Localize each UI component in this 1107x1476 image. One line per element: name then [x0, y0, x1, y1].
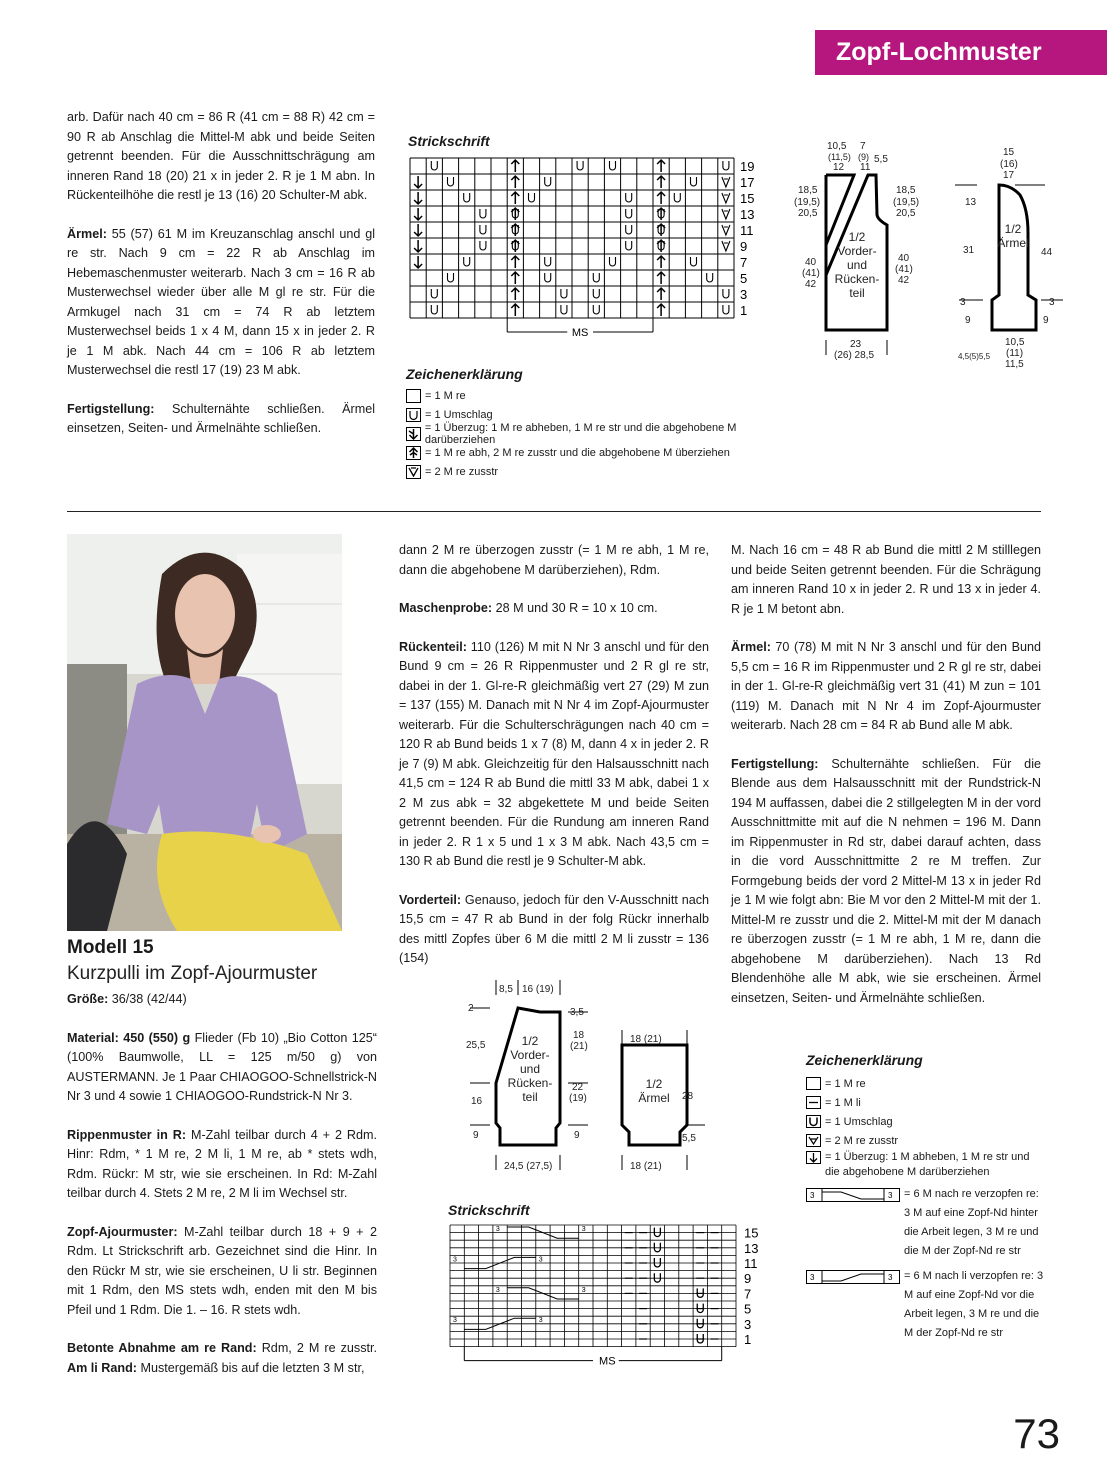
k2tog-icon [406, 465, 421, 479]
yarn-over-mark [593, 305, 599, 314]
yarn-over-mark [654, 1258, 660, 1267]
svg-text:3: 3 [888, 1191, 893, 1200]
yarn-over-mark [610, 257, 616, 266]
yarn-over-mark [529, 193, 535, 202]
yarn-over-mark [561, 289, 567, 298]
double-decrease-mark [657, 256, 665, 268]
sleeve-label: 1/2 [645, 1077, 663, 1091]
ssk-mark [414, 208, 422, 220]
model-title: Modell 15 [67, 937, 154, 958]
yarn-over-mark [431, 161, 437, 170]
cable-count: 3 [495, 1226, 500, 1233]
row-number: 5 [740, 271, 748, 286]
row-number: 9 [744, 1271, 752, 1287]
yarn-over-mark [626, 225, 632, 234]
dim-text: 25,5 [466, 1040, 486, 1051]
dim-text: (11) [1006, 348, 1024, 359]
legend2-item: = 1 M li [806, 1093, 1046, 1112]
dim-text: 18,5 [896, 185, 916, 196]
dim-text: 42 [898, 275, 910, 286]
yarn-over-icon [806, 1115, 821, 1128]
k2tog-mark [722, 241, 730, 251]
dim-text: 18,5 [798, 185, 818, 196]
body-label: Vorder- [837, 244, 877, 258]
paragraph-gauge: Maschenprobe: 28 M und 30 R = 10 x 10 cm. [399, 601, 658, 615]
paragraph-pattern: Zopf-Ajourmuster: M-Zahl teilbar durch 18 + 9 + 2 Rdm. Lt Strickschrift arb. Gezeichnet sind die Hinr. In den Rückr M str, wie sie erscheinen, U li str. Beginnen mit 1 Rdm, den MS stets wdh, enden mit den M bis Pfeil und 1 Rdm. Die 1. – 16. R stets wdh. [67, 1224, 377, 1317]
row-number: 1 [740, 303, 748, 318]
dim-text: 20,5 [798, 208, 818, 219]
knit-stitch-icon [406, 389, 421, 403]
body-label: 1/2 [848, 230, 866, 244]
dim-text: (41) [802, 268, 820, 279]
dim-text: 13 [965, 197, 977, 208]
dim-text: 4,5(5)5,5 [958, 352, 991, 361]
legend1-title: Zeichenerklärung [406, 366, 523, 382]
cable-count: 3 [453, 1317, 457, 1325]
yarn-over-mark [626, 193, 632, 202]
column-1 [67, 990, 377, 1378]
top-left-text [67, 108, 375, 458]
ssk-mark [414, 224, 422, 236]
svg-text:3: 3 [810, 1191, 815, 1200]
yarn-over-mark [480, 209, 486, 218]
yarn-over-mark [480, 241, 486, 250]
body-label: und [519, 1062, 541, 1076]
dim-text: 42 [805, 279, 817, 290]
sleeve-label: Ärmel [997, 236, 1029, 250]
cable-count: 3 [581, 1226, 586, 1233]
section-divider [67, 511, 1041, 512]
dim-text: 7 [860, 141, 866, 152]
body-label: 1/2 [521, 1034, 539, 1048]
yarn-over-mark [723, 289, 729, 298]
yarn-over-mark [674, 193, 680, 202]
k2tog-mark [722, 209, 730, 219]
double-decrease-mark [657, 192, 665, 204]
dim-text: 16 [471, 1096, 483, 1107]
dim-text: (21) [570, 1041, 588, 1052]
yarn-over-mark [545, 177, 551, 186]
dim-text: 3 [960, 297, 966, 308]
column-3 [731, 541, 1041, 1027]
legend1-item: = 1 Überzug: 1 M re abheben, 1 M re str und die abgehobene M darüberziehen [406, 424, 806, 443]
paragraph-finishing: Fertigstellung: Schulternähte schließen. Für die Blende aus dem Halsausschnitt mit der Rundstrick-N 194 M auffassen, dabei die 2 stillgelegten M in der vord Ausschnittmitte mit auf die N nehmen = 196 M. Dann im Rippenmuster in Rd str, dabei darauf achten, dass in die vord Ausschnittmitte 2 re M treffen. Zur Formgebung beids der vord 2 Mittel-M 13 x in jeder Rd je 1 M wie folgt abn: Bie M vor den 2 Mittel-M mit der 1. Mittel-M re zusstr und die 2. Mittel-M mit der M danach re überzogen zusstr (= 1 M re abh, 1 M re, dann die abgehobene M darüberziehen). Nach 13 Rd Blendenhöhe alle M abk, wie sie erscheinen. Ärmel einsetzen, Seiten- und Ärmelnähte schließen. [731, 756, 1041, 1005]
row-number: 17 [740, 175, 755, 190]
dim-text: 10,5 [1005, 337, 1025, 348]
schema-2 [460, 975, 710, 1175]
ms-label: MS [571, 327, 589, 339]
double-decrease-mark [657, 304, 665, 316]
yarn-over-mark [723, 161, 729, 170]
legend1-item: = 1 M re [406, 386, 806, 405]
dim-text: 40 [898, 253, 910, 264]
chart1-title: Strickschrift [408, 133, 490, 149]
section-header: Zopf-Lochmuster [815, 30, 1107, 75]
page-number: 73 [1013, 1410, 1060, 1457]
cable-count: 3 [581, 1286, 586, 1294]
yarn-over-mark [464, 193, 470, 202]
model-photo [67, 534, 342, 931]
yarn-over-mark [480, 225, 486, 234]
dim-text: 11 [860, 162, 871, 173]
ssk-mark [414, 256, 422, 268]
row-number: 7 [744, 1286, 752, 1302]
paragraph-sleeve: Ärmel: 55 (57) 61 M im Kreuzanschlag anschl und gl re str. Nach 9 cm = 22 R ab Anschlag im Hebemaschenmuster weiterarb. Nach 3 cm = 16 R ab Musterwechsel wieder über alle M gl re str. Für die Armkugel nach 31 cm = 74 R ab letztem Musterwechsel beids 1 x 4 M, dann 15 x in jeder 2. R je 1 M abk. Nach 44 cm = 106 R ab letztem Musterwechsel die restl 17 (19) 23 M abk. [67, 226, 375, 377]
yarn-over-mark [610, 161, 616, 170]
dim-text: (19,5) [794, 197, 821, 208]
k2tog-mark [722, 177, 730, 187]
dim-text: 9 [473, 1130, 479, 1141]
body-label: Rücken- [507, 1076, 553, 1090]
knitting-chart-2 [445, 1222, 775, 1377]
double-decrease-mark [511, 256, 519, 268]
row-number: 15 [740, 191, 755, 206]
dim-text: (19,5) [893, 197, 920, 208]
double-decrease-mark [511, 304, 519, 316]
dim-text: 18 [573, 1030, 585, 1041]
sleeve-label: Ärmel [638, 1091, 670, 1105]
double-decrease-mark [657, 160, 665, 172]
double-decrease-mark [511, 192, 519, 204]
svg-text:3: 3 [810, 1273, 815, 1282]
yarn-over-mark [593, 273, 599, 282]
paragraph-sleeve: Ärmel: 70 (78) M mit N Nr 3 anschl und für den Bund 5,5 cm = 16 R im Rippenmuster und 2 R gl re str, dabei in der 1. Gl-re-R gleichmäßig vert 31 (41) M zun = 101 (119) M. Danach mit N Nr 4 im Zopf-Ajourmuster weiterarb. Nach 28 cm = 84 R ab Bund alle M abk. [731, 640, 1041, 732]
dim-text: 5,5 [682, 1133, 696, 1144]
legend1-item: = 2 M re zusstr [406, 462, 806, 481]
yarn-over-mark [707, 273, 713, 282]
yarn-over-icon [406, 408, 421, 422]
chart2-title: Strickschrift [448, 1202, 530, 1218]
paragraph-material: Material: 450 (550) g Flieder (Fb 10) „Bio Cotton 125“ (100% Baumwolle, LL = 125 m/50 g) von AUSTERMANN. Je 1 Paar CHIAOGOO-Schnellstrick-N Nr 3 und 4 sowie 1 CHIAOGOO-Rundstrick-N Nr 3. [67, 1030, 378, 1103]
dim-text: (16) [1000, 159, 1018, 170]
row-number: 13 [744, 1240, 759, 1256]
yarn-over-mark [626, 241, 632, 250]
yarn-over-mark [545, 273, 551, 282]
dim-text: (26) 28,5 [834, 350, 875, 361]
sleeve-outline [992, 185, 1036, 330]
yarn-over-mark [691, 257, 697, 266]
row-number: 7 [740, 255, 748, 270]
sleeve-label: 1/2 [1004, 222, 1022, 236]
cable-right-icon [806, 1188, 900, 1202]
paragraph-rib: Rippenmuster in R: M-Zahl teilbar durch 4 + 2 Rdm. Hinr: Rdm, * 1 M re, 2 M li, 1 M re, ab * stets wdh, Rdm. Rückr: M str, wie sie erscheinen. In Rd: M-Zahl teilbar durch 4. Stets 2 M re, 2 M li im Wechsel str. [67, 1127, 378, 1200]
yarn-over-mark [448, 273, 454, 282]
dim-text: 22 [572, 1082, 584, 1093]
legend2-cable-right: 3 3 = 6 M nach re verzopfen re: 3 M auf eine Zopf-Nd hinter die Arbeit legen, 3 M re und die M der Zopf-Nd re str [806, 1185, 1046, 1261]
k2tog-mark [722, 225, 730, 235]
ssk-mark [414, 176, 422, 188]
yarn-over-mark [691, 177, 697, 186]
dim-text: 9 [1043, 315, 1049, 326]
double-decrease-mark [511, 288, 519, 300]
dim-text: (41) [895, 264, 913, 275]
ssk-icon [806, 1151, 821, 1164]
dim-text: 3,5 [570, 1007, 584, 1018]
yarn-over-mark [545, 257, 551, 266]
yarn-over-mark [431, 305, 437, 314]
yarn-over-mark [464, 257, 470, 266]
yarn-over-mark [654, 1228, 660, 1237]
dim-text: 24,5 (27,5) [504, 1161, 553, 1172]
legend2-item: = 1 Umschlag [806, 1112, 1046, 1131]
row-number: 5 [744, 1301, 752, 1317]
paragraph-front: Vorderteil: Genauso, jedoch für den V-Ausschnitt nach 15,5 cm = 47 R ab Bund in der folg Rückr innerhalb des mittl Zopfes über 6 M die mittl 2 M li zusstr = 136 (154) [399, 892, 709, 965]
dim-text: 12 [833, 162, 845, 173]
ssk-mark [414, 192, 422, 204]
k2tog-mark [722, 193, 730, 203]
double-decrease-mark [511, 272, 519, 284]
paragraph-size: Größe: 36/38 (42/44) [67, 992, 187, 1006]
paragraph-continue: dann 2 M re überzogen zusstr (= 1 M re abh, 1 M re, dann die abgehobene M darüberziehen), Rdm. [399, 543, 709, 577]
legend2-cable-left: 3 3 = 6 M nach li verzopfen re: 3 M auf eine Zopf-Nd vor die Arbeit legen, 3 M re und die M der Zopf-Nd re str [806, 1267, 1046, 1343]
row-number: 1 [744, 1332, 752, 1347]
double-decrease-mark [657, 288, 665, 300]
k2tog-icon [806, 1134, 821, 1147]
dim-text: 8,5 [499, 984, 513, 995]
row-number: 11 [740, 223, 754, 238]
dim-text: 40 [805, 257, 817, 268]
row-number: 13 [740, 207, 755, 222]
double-decrease-mark [511, 160, 519, 172]
knitting-chart-1 [405, 155, 775, 340]
yarn-over-mark [577, 161, 583, 170]
ms-label: MS [599, 1355, 616, 1368]
model-subtitle: Kurzpulli im Zopf-Ajourmuster [67, 963, 318, 984]
legend2-item: = 1 Überzug: 1 M abheben, 1 M re str und die abgehobene M darüberziehen [806, 1150, 1046, 1180]
row-number: 11 [744, 1256, 758, 1271]
yarn-over-mark [723, 305, 729, 314]
cable-count: 3 [495, 1286, 500, 1294]
row-number: 3 [744, 1316, 752, 1332]
dim-text: 5,5 [874, 154, 888, 165]
double-decrease-mark [657, 272, 665, 284]
legend2-title: Zeichenerklärung [806, 1052, 923, 1068]
paragraph-continue: M. Nach 16 cm = 48 R ab Bund die mittl 2 M stilllegen und beide Seiten getrennt beenden. Für die Schrägung am inneren Rand 10 x in jeder 2. R und 13 x in jeder 4. R je 1 M betont abn. [731, 543, 1041, 616]
ssk-mark [414, 240, 422, 252]
dim-text: 18 (21) [630, 1034, 662, 1045]
legend2-item: = 2 M re zusstr [806, 1131, 1046, 1150]
paragraph-continue: arb. Dafür nach 40 cm = 86 R (41 cm = 88 R) 42 cm = 90 R ab Anschlag die Mittel-M abk und beide Seiten getrennt beenden. Für die Ausschnittschrägung am inneren Rand 18 (20) 21 x in jeder 2. R je 1 M abn. In Rückenteilhöhe die restl je 13 (16) 20 Schulter-M abk. [67, 110, 375, 202]
yarn-over-mark [561, 305, 567, 314]
row-number: 19 [740, 159, 755, 174]
yarn-over-mark [431, 289, 437, 298]
dim-text: 15 [1003, 147, 1015, 158]
cable-left-icon [806, 1270, 900, 1284]
double-decrease-mark [511, 176, 519, 188]
schema-1 [790, 135, 1095, 375]
body-label: teil [849, 286, 865, 300]
dim-text: 28 [682, 1091, 694, 1102]
body-label: und [846, 258, 868, 272]
dim-text: (9) [858, 152, 869, 162]
dim-text: 20,5 [896, 208, 916, 219]
double-decrease-mark [657, 176, 665, 188]
purl-stitch-icon [806, 1096, 821, 1109]
dim-text: 10,5 [827, 141, 847, 152]
paragraph-decrease: Betonte Abnahme am re Rand: Rdm, 2 M re zusstr. Am li Rand: Mustergemäß bis auf die letzten 3 M str, [67, 1341, 377, 1375]
dim-text: 9 [574, 1130, 580, 1141]
legend-2 [806, 1052, 1046, 1343]
row-number: 3 [740, 287, 748, 302]
column-2 [399, 541, 709, 988]
dim-text: 18 (21) [630, 1161, 662, 1172]
yarn-over-mark [593, 289, 599, 298]
svg-text:3: 3 [888, 1273, 893, 1282]
dim-text: 11,5 [1005, 359, 1024, 370]
paragraph-finishing: Fertigstellung: Schulternähte schließen. Ärmel einsetzen, Seiten- und Ärmelnähte schließen. [67, 401, 375, 435]
knit-stitch-icon [806, 1077, 821, 1090]
legend-1 [406, 366, 806, 481]
yarn-over-mark [654, 1273, 660, 1282]
dim-text: (19) [569, 1093, 587, 1104]
legend1-item: = 1 Umschlag [406, 405, 806, 424]
dim-text: 44 [1041, 247, 1053, 258]
dim-text: 2 [468, 1003, 474, 1014]
legend1-item: = 1 M re abh, 2 M re zusstr und die abgehobene M überziehen [406, 443, 806, 462]
body-label: Vorder- [510, 1048, 550, 1062]
dim-text: (11,5) [828, 152, 851, 162]
row-number: 15 [744, 1225, 759, 1241]
body-label: Rücken- [834, 272, 880, 286]
cable-count: 3 [538, 1317, 543, 1325]
cable-count: 3 [453, 1256, 457, 1264]
double-decrease-icon [406, 446, 421, 460]
cable-count: 3 [538, 1256, 543, 1264]
yarn-over-mark [626, 209, 632, 218]
row-number: 9 [740, 239, 748, 254]
dim-text: 17 [1003, 170, 1015, 181]
dim-text: 3 [1049, 297, 1055, 308]
dim-text: 9 [965, 315, 971, 326]
dim-text: 23 [850, 339, 862, 350]
body-label: teil [522, 1090, 538, 1104]
legend2-item: = 1 M re [806, 1074, 1046, 1093]
paragraph-back: Rückenteil: 110 (126) M mit N Nr 3 anschl und für den Bund 9 cm = 26 R Rippenmuster und 2 R gl re str, dabei in der 1. Gl-re-R gleichmäßig vert 27 (29) M zun = 137 (155) M. Danach mit N Nr 4 im Zopf-Ajourmuster weiterarb. Für die Schulterschrägungen nach 40 cm = 120 R ab Bund beids 1 x 7 (8) M, dann 4 x in jeder 2. R je 7 (9) M abk. Gleichzeitig für den Halsausschnitt nach 41,5 cm = 124 R ab Bund die mittl 33 M abk, dabei 1 x 2 M zus abk = 32 abgekettete M und beide Seiten getrennt beenden. Für die Rundung am inneren Rand in jeder 2. R 1 x 5 und 1 x 3 M abk. Nach 43,5 cm = 130 R ab Bund die restl je 9 Schulter-M abk. [399, 639, 709, 868]
ssk-icon [406, 427, 421, 441]
yarn-over-mark [448, 177, 454, 186]
dim-text: 16 (19) [522, 984, 554, 995]
yarn-over-mark [654, 1243, 660, 1252]
dim-text: 31 [963, 245, 975, 256]
